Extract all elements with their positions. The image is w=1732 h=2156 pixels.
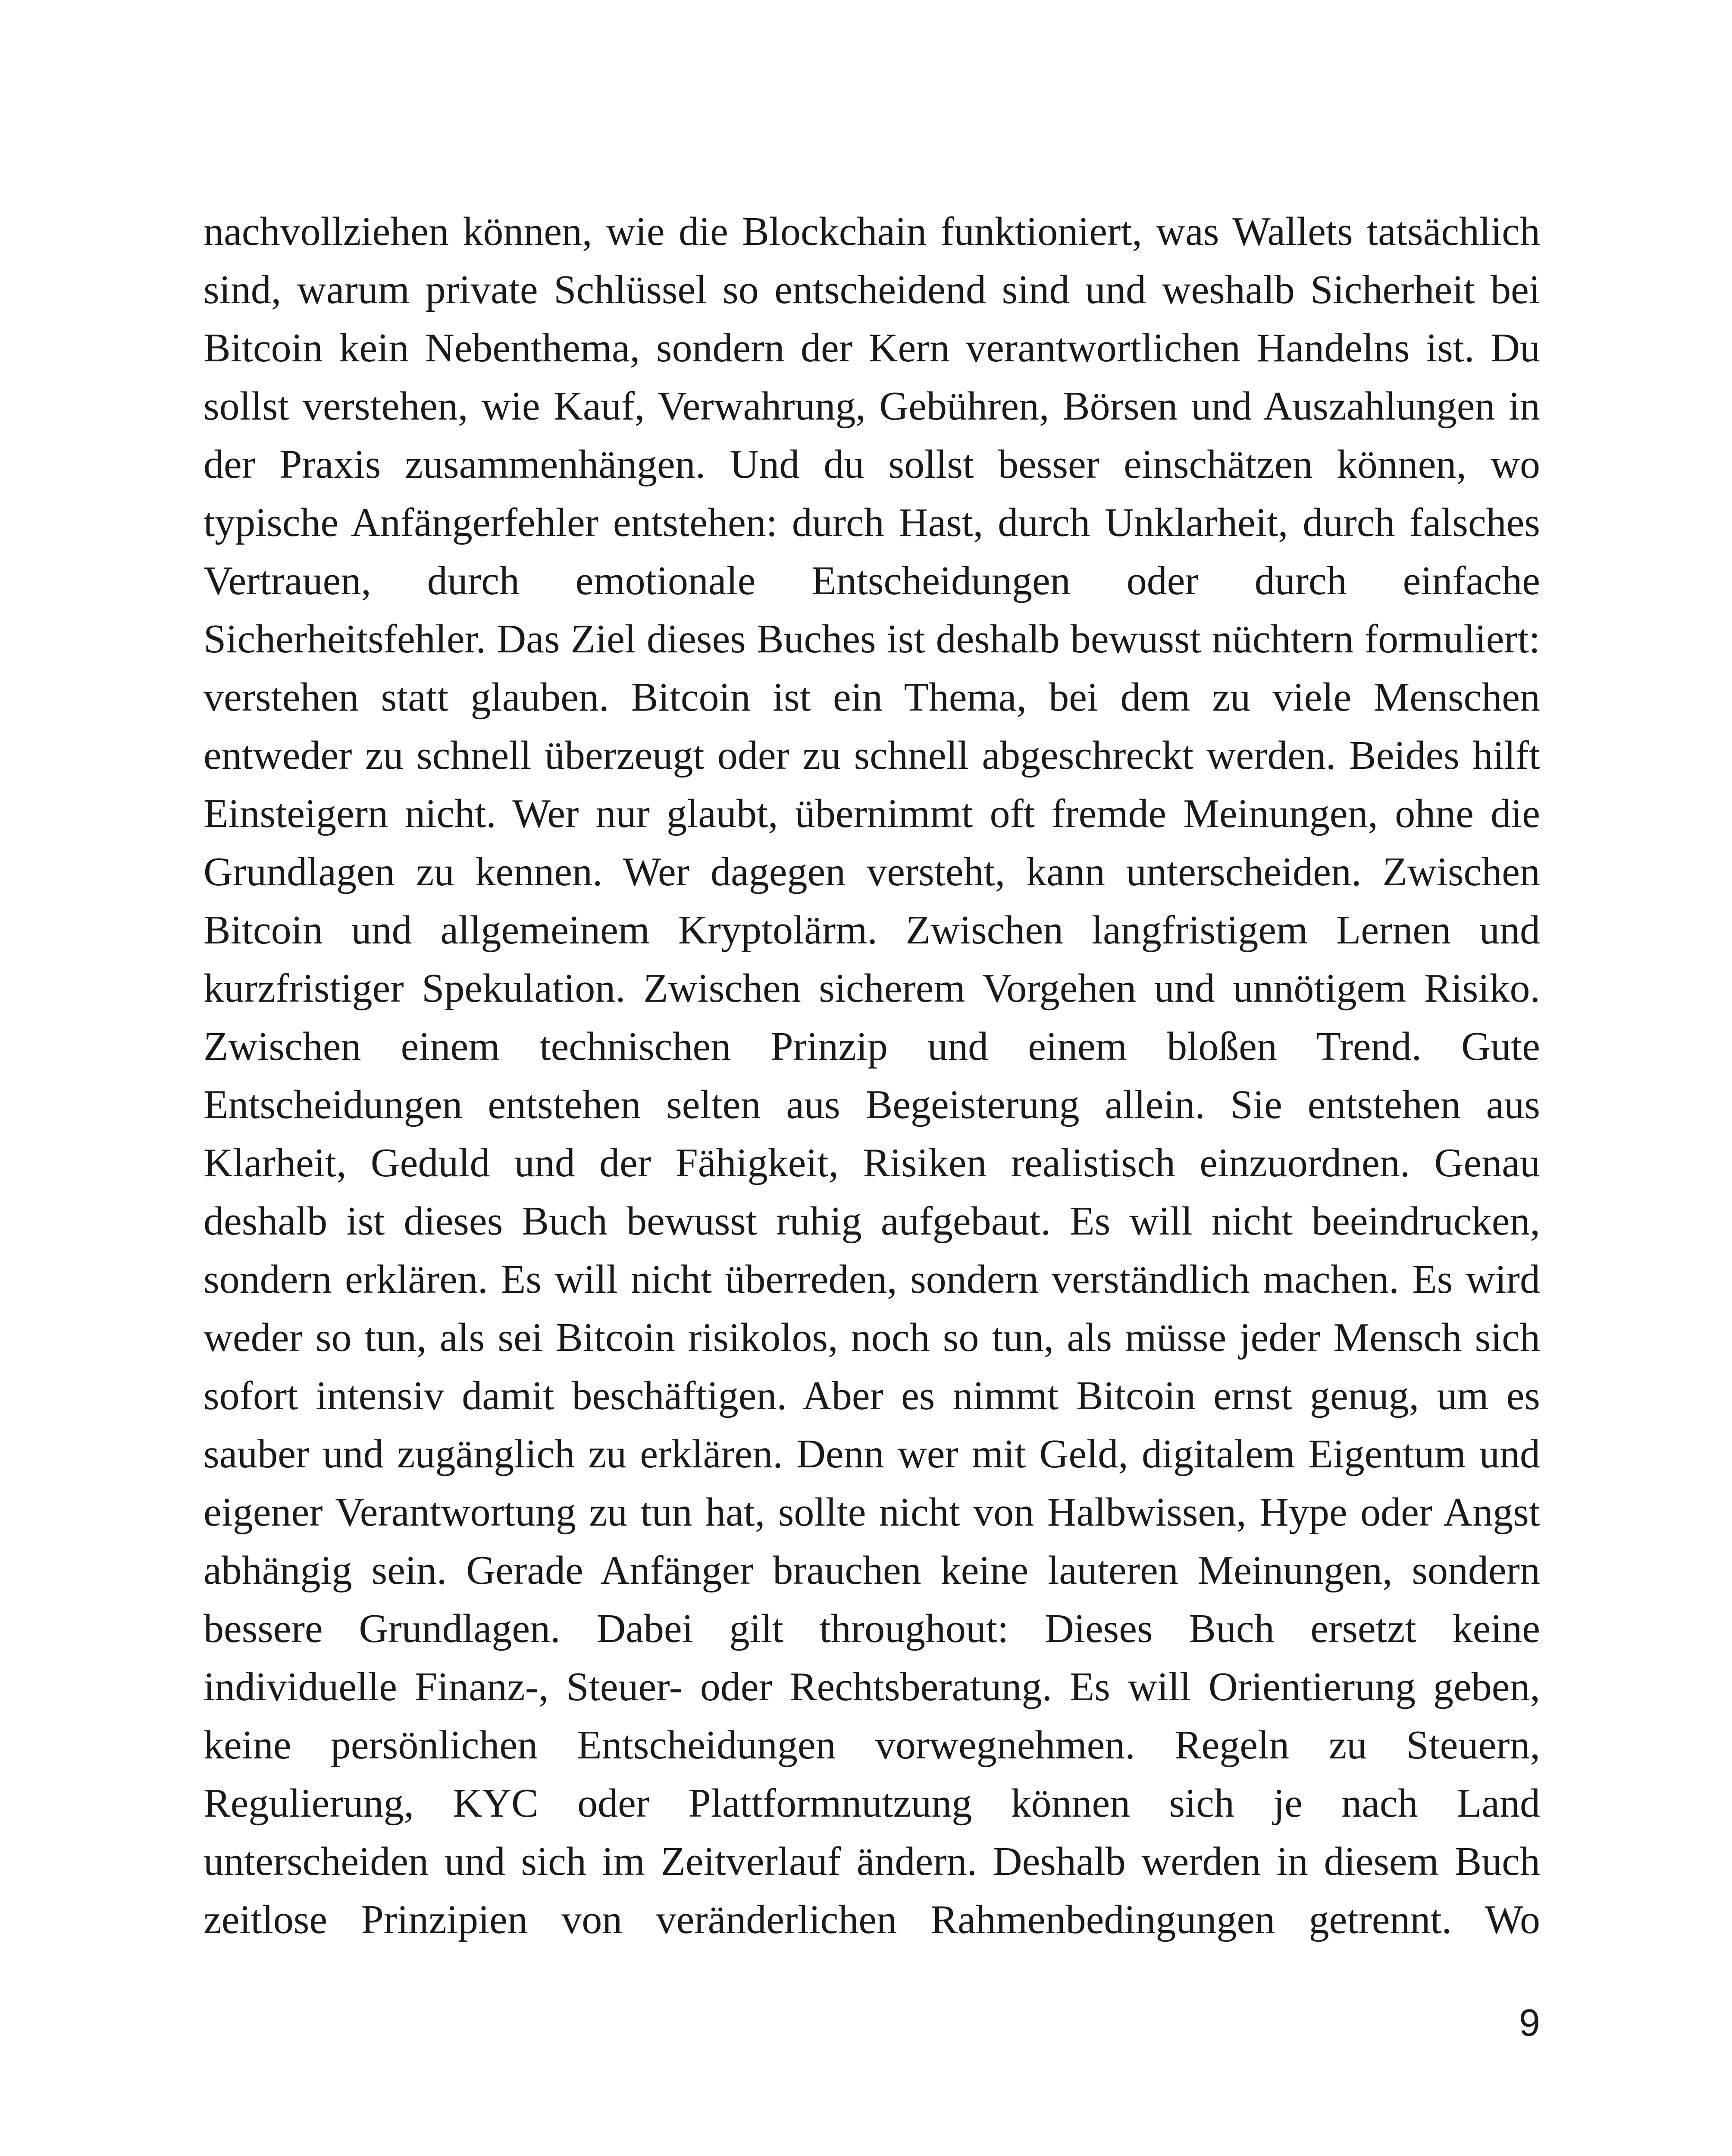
text-line: eigener Verantwortung zu tun hat, sollte nicht von Halbwissen, Hype oder Angst — [204, 1490, 1540, 1535]
text-line: Entscheidungen entstehen selten aus Begeisterung allein. Sie entstehen aus — [204, 1082, 1540, 1127]
text-line: bessere Grundlagen. Dabei gilt throughout: Dieses Buch ersetzt keine — [204, 1606, 1540, 1651]
text-line: Grundlagen zu kennen. Wer dagegen versteht, kann unterscheiden. Zwischen — [204, 849, 1540, 894]
text-line: zeitlose Prinzipien von veränderlichen Rahmenbedingungen getrennt. Wo — [204, 1897, 1540, 1942]
text-line: Bitcoin und allgemeinem Kryptolärm. Zwischen langfristigem Lernen und — [204, 908, 1540, 953]
body-text — [204, 203, 1540, 1949]
text-line: sofort intensiv damit beschäftigen. Aber es nimmt Bitcoin ernst genug, um es — [204, 1373, 1540, 1418]
text-line: Vertrauen, durch emotionale Entscheidungen oder durch einfache — [204, 558, 1540, 603]
text-line: Sicherheitsfehler. Das Ziel dieses Buches ist deshalb bewusst nüchtern formuliert: — [204, 617, 1540, 661]
text-line: sondern erklären. Es will nicht überreden, sondern verständlich machen. Es wird — [204, 1257, 1540, 1302]
text-line: Klarheit, Geduld und der Fähigkeit, Risiken realistisch einzuordnen. Genau — [204, 1141, 1540, 1185]
text-line: Regulierung, KYC oder Plattformnutzung können sich je nach Land — [204, 1781, 1540, 1826]
text-line: weder so tun, als sei Bitcoin risikolos, noch so tun, als müsse jeder Mensch sich — [204, 1315, 1540, 1360]
text-line: deshalb ist dieses Buch bewusst ruhig aufgebaut. Es will nicht beeindrucken, — [204, 1199, 1540, 1244]
text-line: Bitcoin kein Nebenthema, sondern der Kern verantwortlichen Handelns ist. Du — [204, 326, 1540, 370]
text-line: verstehen statt glauben. Bitcoin ist ein Thema, bei dem zu viele Menschen — [204, 675, 1540, 720]
text-line: typische Anfängerfehler entstehen: durch Hast, durch Unklarheit, durch falsches — [204, 500, 1540, 545]
text-line: Zwischen einem technischen Prinzip und einem bloßen Trend. Gute — [204, 1024, 1540, 1069]
text-line: individuelle Finanz-, Steuer- oder Rechtsberatung. Es will Orientierung geben, — [204, 1664, 1540, 1709]
text-line: entweder zu schnell überzeugt oder zu schnell abgeschreckt werden. Beides hilft — [204, 733, 1540, 778]
text-line: Einsteigern nicht. Wer nur glaubt, übernimmt oft fremde Meinungen, ohne die — [204, 791, 1540, 836]
text-line: nachvollziehen können, wie die Blockchain funktioniert, was Wallets tatsächlich — [204, 209, 1540, 254]
text-line: sind, warum private Schlüssel so entscheidend sind und weshalb Sicherheit bei — [204, 267, 1540, 312]
text-line: sollst verstehen, wie Kauf, Verwahrung, Gebühren, Börsen und Auszahlungen in — [204, 384, 1540, 429]
text-line: unterscheiden und sich im Zeitverlauf ändern. Deshalb werden in diesem Buch — [204, 1839, 1540, 1884]
text-line: abhängig sein. Gerade Anfänger brauchen keine lauteren Meinungen, sondern — [204, 1548, 1540, 1593]
text-line: sauber und zugänglich zu erklären. Denn wer mit Geld, digitalem Eigentum und — [204, 1432, 1540, 1476]
page-number: 9 — [1519, 2001, 1540, 2044]
text-line: kurzfristiger Spekulation. Zwischen sicherem Vorgehen und unnötigem Risiko. — [204, 966, 1540, 1011]
text-line: keine persönlichen Entscheidungen vorwegnehmen. Regeln zu Steuern, — [204, 1723, 1540, 1767]
text-line: der Praxis zusammenhängen. Und du sollst besser einschätzen können, wo — [204, 442, 1540, 487]
